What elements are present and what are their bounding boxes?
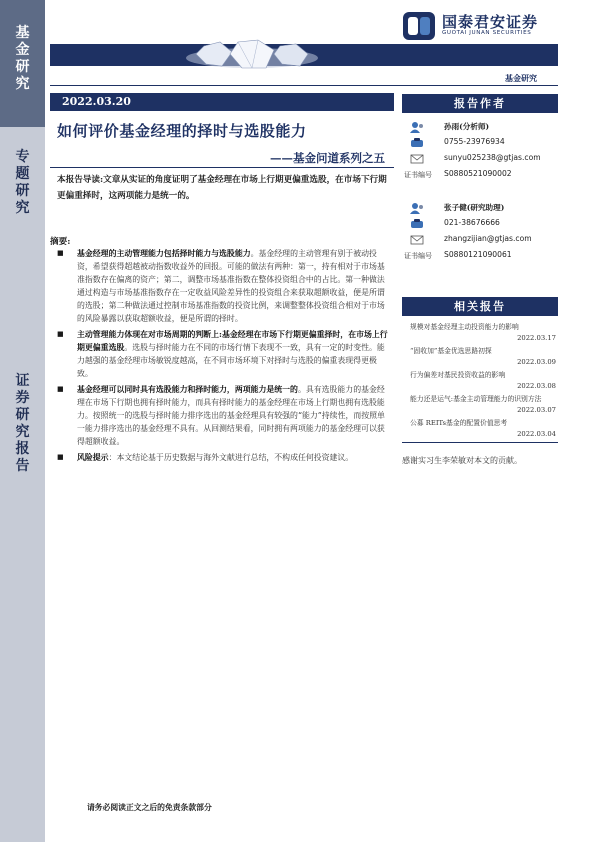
sidebar-label-char: 题 <box>15 166 30 182</box>
sidebar-category-fund-research <box>0 0 45 127</box>
sidebar-label-char: 研 <box>15 183 30 199</box>
report-guide: 本报告导读:文章从实证的角度证明了基金经理在市场上行期更偏重选股，在市场下行期更偏重择时，这两项能力是统一的。 <box>57 175 387 201</box>
sidebar-label-char: 专 <box>15 149 30 165</box>
sidebar-label-char: 金 <box>15 42 30 58</box>
sidebar-label-char: 报 <box>15 441 30 457</box>
phone-icon <box>410 218 424 230</box>
related-report-date: 2022.03.07 <box>517 406 556 414</box>
related-report-title: 能力还是运气:基金主动管理能力的识别方法 <box>410 395 542 403</box>
related-report-title: 行为偏差对基民投资收益的影响 <box>410 371 506 379</box>
summary-label: 摘要: <box>50 237 71 247</box>
author-cert: S0880521090002 <box>444 169 512 178</box>
sidebar-label-char: 研 <box>15 407 30 423</box>
bullet-lead: 基金经理可以同时具有选股能力和择时能力，两项能力是统一的 <box>77 385 298 394</box>
summary-bullet <box>57 328 391 380</box>
related-report-date: 2022.03.09 <box>517 358 556 366</box>
sidebar-label-char: 研 <box>15 59 30 75</box>
related-report-title: 规模对基金经理主动投资能力的影响 <box>410 323 519 331</box>
page-subtitle: ——基金问道系列之五 <box>270 151 385 165</box>
sidebar-label-char: 证 <box>15 373 30 389</box>
sidebar-label-char: 基 <box>15 25 30 41</box>
bullet-text: ：本文结论基于历史数据与海外文献进行总结，不构成任何投资建议。 <box>108 453 354 462</box>
bullet-lead: 基金经理的主动管理能力包括择时能力与选股能力 <box>77 249 251 258</box>
right-column <box>402 94 558 466</box>
bullet-text: 。具有选股能力的基金经理在市场下行期也拥有择时能力，而具有择时能力的基金经理在市场上行期也拥有选股能力。按照统一的选股与择时能力排序选出的基金经理具有较强的“能力”持续性，而按照单一能力排序选出的基金经理不具有。从回测结果看，同时拥有两项能力的基金经理可以获得超额收益。 <box>77 385 385 446</box>
sidebar <box>0 0 45 842</box>
related-report-item[interactable] <box>402 370 558 392</box>
logo-english-name: GUOTAI JUNAN SECURITIES <box>442 30 532 36</box>
sidebar-label-char: 券 <box>15 390 30 406</box>
related-report-item[interactable] <box>402 346 558 368</box>
related-report-date: 2022.03.08 <box>517 382 556 390</box>
author-phone: 0755-23976934 <box>444 137 505 146</box>
summary-bullet <box>57 383 391 448</box>
related-report-item[interactable] <box>402 418 558 440</box>
acknowledgement: 感谢实习生李荣敏对本文的贡献。 <box>402 456 522 465</box>
bullet-text: 。基金经理的主动管理有别于被动投资，希望获得超越被动指数收益外的回报。可能的做法有两种：第一，持有相对于市场基准指数存在偏离的资产；第二，调整市场基准指数在整体投资组合中的占比。第一种做法通过构造与市场基准指数存在一定收益风险差异性的投资组合来获取超额收益，便是所谓的选股；第二种做法通过控制市场基准指数的投资比例，来调整整体投资组合相对于市场的风险暴露以获取超额收益，便是所谓的择时。 <box>77 249 385 323</box>
author-email[interactable]: sunyu025238@gtjas.com <box>444 153 541 162</box>
bullet-text: 。选股与择时能力在不同的市场行情下表现不一致，具有一定的时变性。能力越强的基金经理市场敏锐度越高，在不同市场环境下对择时与选股的偏重表现得更极致。 <box>77 343 385 378</box>
person-icon <box>410 202 424 214</box>
report-date: 2022.03.20 <box>50 93 394 111</box>
phone-icon <box>410 137 424 149</box>
page-title: 如何评价基金经理的择时与选股能力 <box>57 122 307 140</box>
sidebar-label-char: 究 <box>15 76 30 92</box>
author-card <box>402 113 558 200</box>
person-icon <box>410 121 424 133</box>
company-logo <box>402 10 572 42</box>
divider <box>402 442 558 443</box>
author-name: 张子健(研究助理) <box>444 203 505 212</box>
email-icon <box>410 153 424 165</box>
bullet-lead: 主动管理能力体现在对市场周期的判断上:基金经理在市场下行期更偏重择时，在市场上行期更偏重选股 <box>77 330 388 352</box>
sidebar-category-securities-report <box>0 373 45 473</box>
related-report-title: 公募 REITs基金的配置价值思考 <box>410 419 508 427</box>
logo-emblem-icon <box>402 10 436 42</box>
sidebar-label-char: 究 <box>15 200 30 216</box>
sidebar-label-char: 告 <box>15 458 30 474</box>
sidebar-category-special-research <box>0 149 45 223</box>
logo-chinese-name: 国泰君安证券 <box>442 13 539 31</box>
cert-label: 证书编号 <box>404 252 432 260</box>
summary-bullet <box>57 451 391 464</box>
section-tag: 基金研究 <box>505 73 537 83</box>
related-report-date: 2022.03.17 <box>517 334 556 342</box>
related-reports <box>402 297 558 443</box>
email-icon <box>410 234 424 246</box>
authors-header: 报告作者 <box>402 94 558 113</box>
author-card <box>402 200 558 287</box>
related-report-item[interactable] <box>402 394 558 416</box>
bullet-lead: 风险提示 <box>77 453 109 462</box>
divider <box>50 85 558 86</box>
related-report-date: 2022.03.04 <box>517 430 556 438</box>
author-name: 孙雨(分析师) <box>444 122 490 131</box>
divider <box>50 167 394 168</box>
disclaimer-footer: 请务必阅读正文之后的免责条款部分 <box>87 803 212 812</box>
author-phone: 021-38676666 <box>444 218 500 227</box>
related-report-item[interactable] <box>402 322 558 344</box>
related-report-title: “固收加”基金优选思路初探 <box>410 347 492 355</box>
header-banner <box>50 44 558 66</box>
sidebar-label-char: 究 <box>15 424 30 440</box>
author-email[interactable]: zhangzijian@gtjas.com <box>444 234 532 243</box>
cert-label: 证书编号 <box>404 171 432 179</box>
related-header: 相关报告 <box>402 297 558 316</box>
summary-bullets <box>57 247 391 467</box>
diamond-decoration-icon <box>182 38 322 72</box>
summary-bullet <box>57 247 391 325</box>
author-cert: S0880121090061 <box>444 250 512 259</box>
